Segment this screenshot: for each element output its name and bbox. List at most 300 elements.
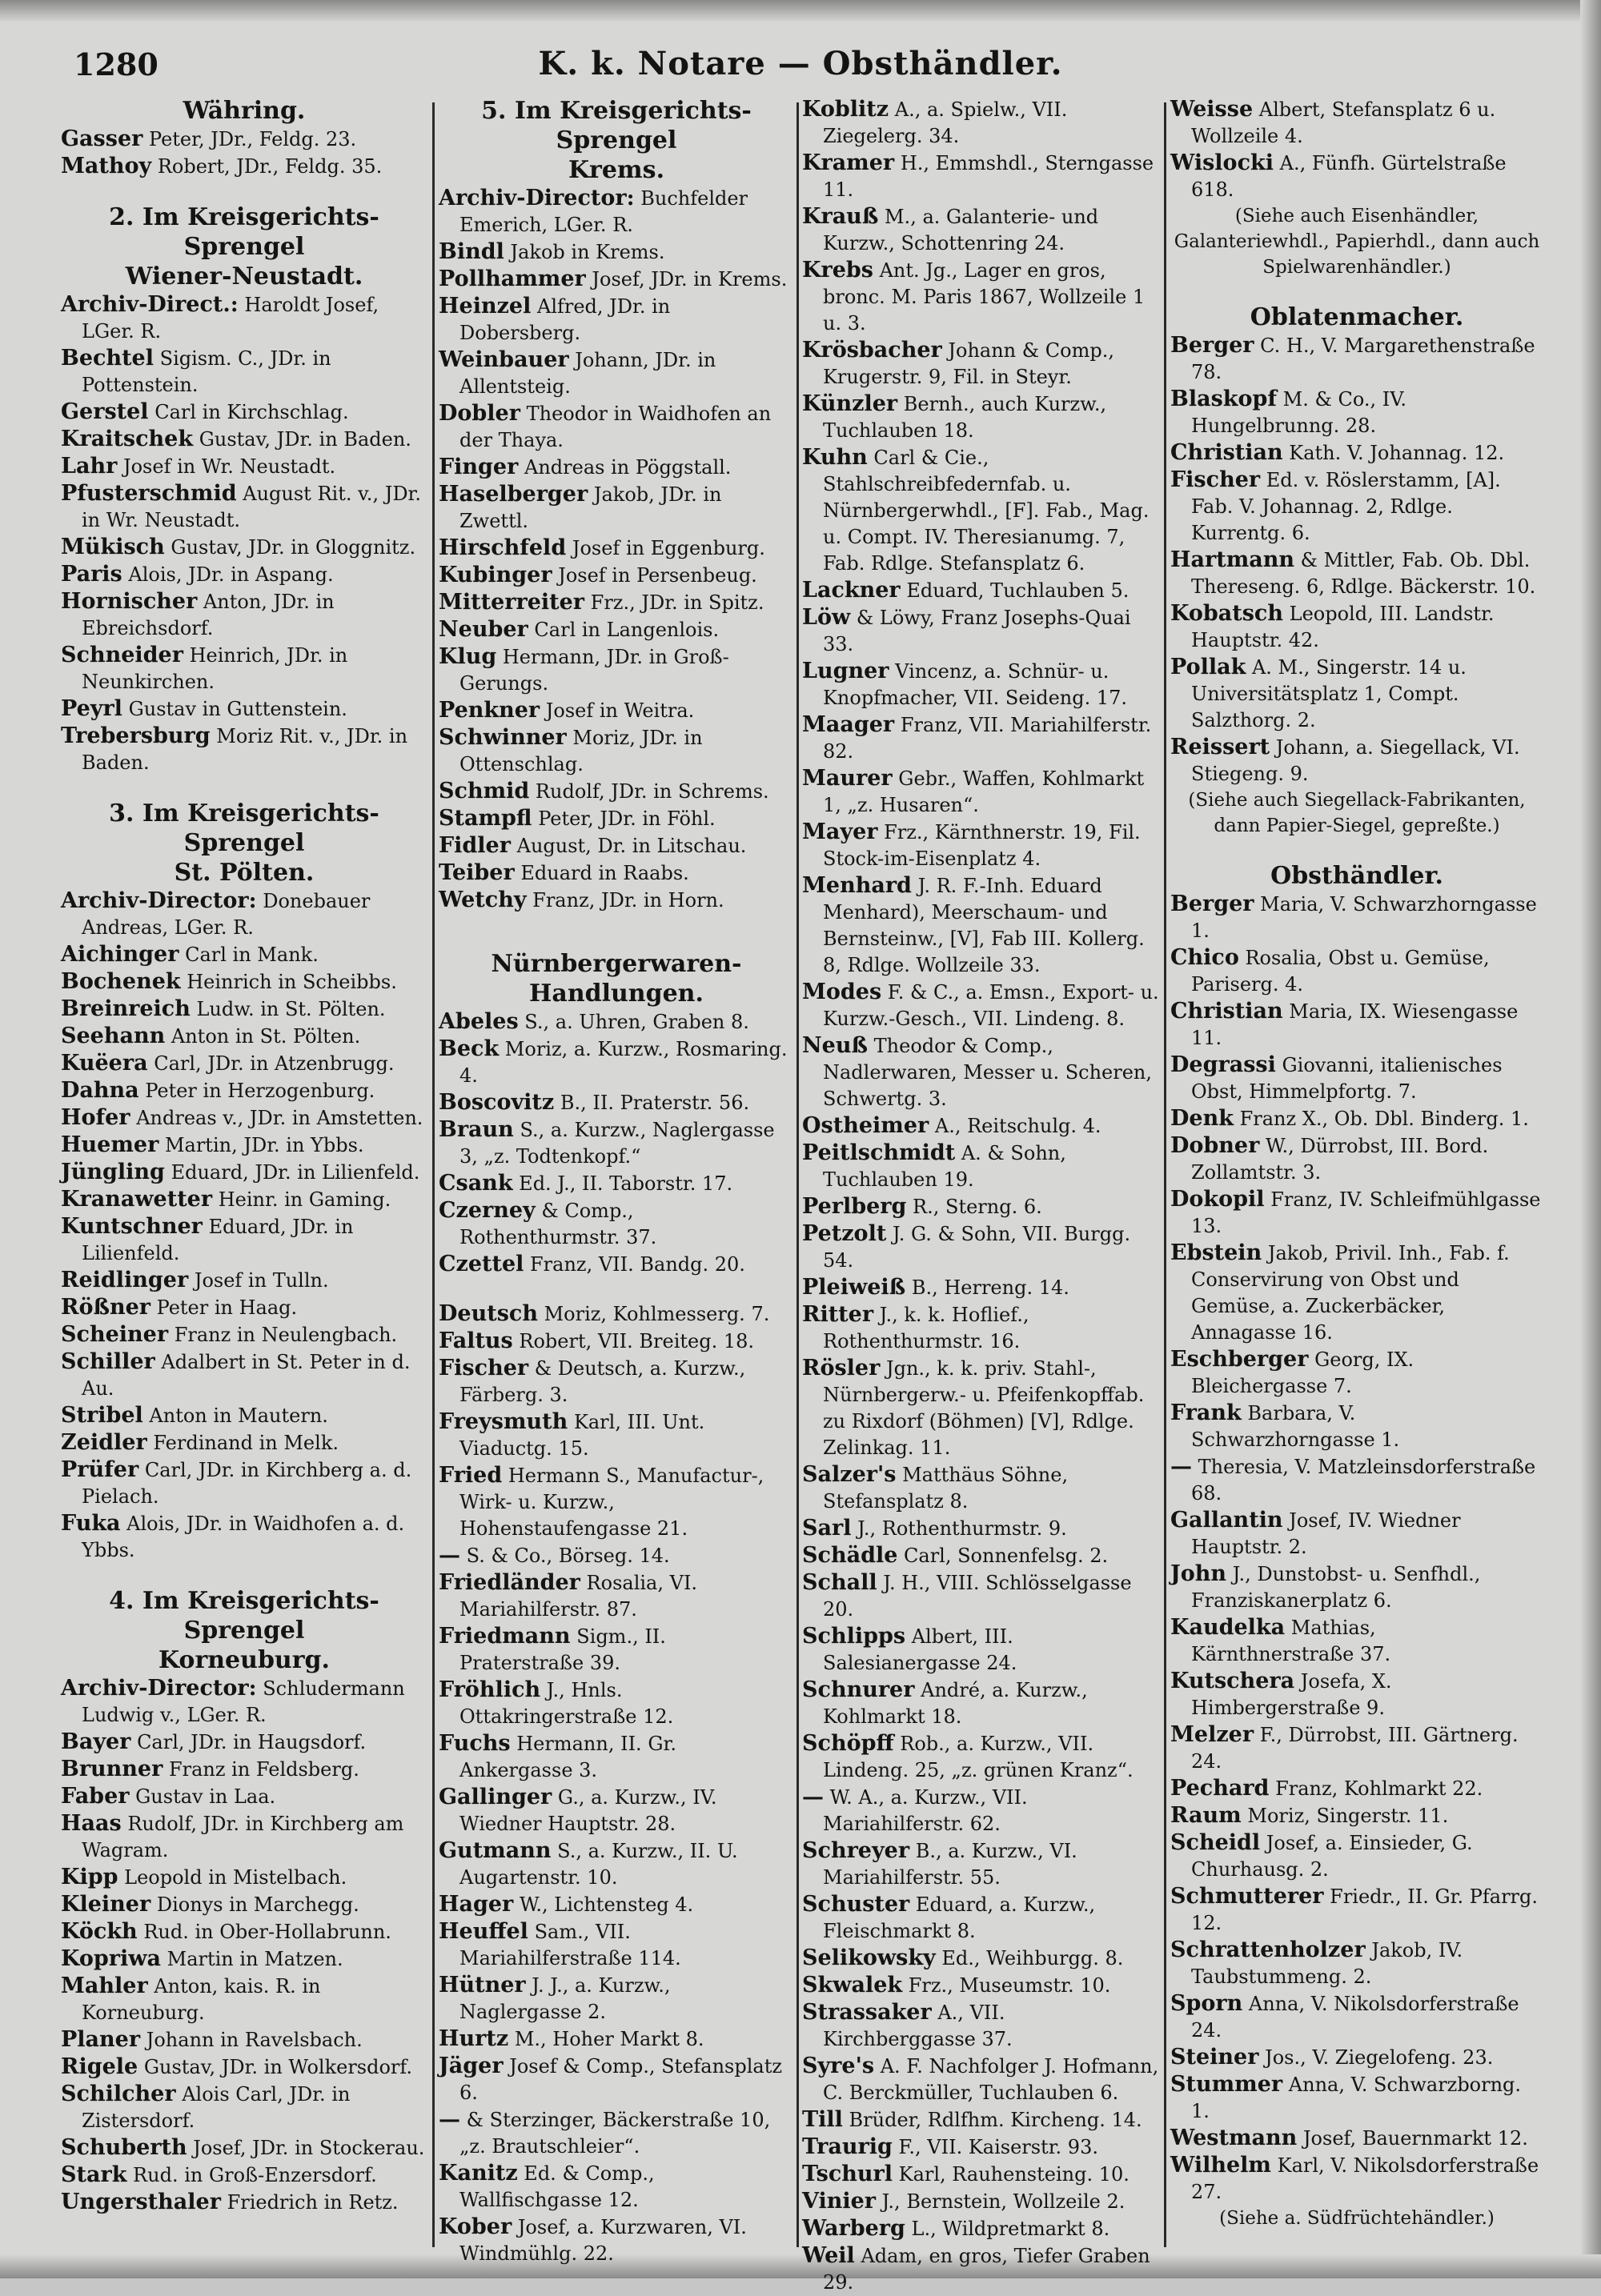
entry-name: — xyxy=(439,1543,460,1568)
directory-entry xyxy=(802,2053,1161,2106)
directory-entry xyxy=(802,2188,1161,2215)
directory-entry xyxy=(1170,547,1543,600)
entry-details: Adalbert in St. Peter in d. Au. xyxy=(82,1351,411,1400)
entry-details: Gustav, JDr. in Wolkersdorf. xyxy=(143,2056,413,2078)
entry-name: Schneider xyxy=(61,643,183,667)
entry-name: Fischer xyxy=(1170,467,1261,492)
entry-details: Ed. & Comp., Wallfischgasse 12. xyxy=(459,2162,655,2211)
entry-details: Ed., Weihburgg. 8. xyxy=(941,1947,1124,1969)
entry-name: Czettel xyxy=(439,1252,524,1276)
entry-details: Sam., VII. Mariahilferstraße 114. xyxy=(459,1921,681,1969)
directory-entry xyxy=(439,1355,794,1408)
entry-details: W. A., a. Kurzw., VII. Mariahilferstr. 62. xyxy=(823,1786,1028,1835)
entry-name: Raum xyxy=(1170,1803,1242,1828)
directory-entry xyxy=(802,2161,1161,2188)
entry-details: A., a. Spielw., VII. Ziegelerg. 34. xyxy=(823,98,1068,147)
entry-details: Franz, VII. Bandg. 20. xyxy=(530,1253,745,1276)
entry-name: Huemer xyxy=(61,1132,159,1157)
directory-entry xyxy=(1170,1186,1543,1240)
entry-details: & Löwy, Franz Josephs-Quai 33. xyxy=(823,607,1131,655)
directory-entry xyxy=(439,832,794,859)
entry-name: Peitlschmidt xyxy=(802,1140,956,1165)
entry-name: Friedländer xyxy=(439,1570,580,1595)
directory-entry xyxy=(1170,1400,1543,1453)
directory-entry xyxy=(61,1321,427,1348)
directory-entry xyxy=(1170,600,1543,654)
entry-name: Jüngling xyxy=(61,1160,165,1184)
directory-entry xyxy=(61,723,427,776)
directory-entry xyxy=(439,2106,794,2160)
directory-entry xyxy=(61,588,427,642)
entry-name: — xyxy=(1170,1454,1192,1479)
directory-entry xyxy=(439,1569,794,1623)
entry-details: Rud. in Ober-Hollabrunn. xyxy=(143,1921,391,1943)
entry-details: F. & C., a. Emsn., Export- u. Kurzw.-Gesch., VII. Lindeng. 8. xyxy=(823,981,1159,1030)
directory-entry xyxy=(61,2054,427,2081)
entry-name: Archiv-Director: xyxy=(61,888,257,913)
entry-name: Gerstel xyxy=(61,399,149,424)
directory-entry xyxy=(61,1429,427,1457)
entry-details: Leopold, III. Landstr. Hauptstr. 42. xyxy=(1191,603,1495,651)
directory-entry xyxy=(439,1623,794,1677)
entry-details: Moriz, JDr. in Ottenschlag. xyxy=(459,727,703,775)
directory-entry xyxy=(439,1251,794,1278)
entry-name: Heuffel xyxy=(439,1919,528,1944)
section-heading: Korneuburg. xyxy=(158,1646,330,1674)
entry-name: Kipp xyxy=(61,1865,118,1889)
entry-name: Neuß xyxy=(802,1033,869,1058)
directory-entry xyxy=(61,1973,427,2026)
directory-entry xyxy=(1170,1346,1543,1400)
spacer xyxy=(1170,839,1543,861)
directory-entry xyxy=(802,1193,1161,1220)
scan-edge-right xyxy=(1580,0,1601,2278)
directory-entry xyxy=(439,562,794,589)
entry-details: Gebr., Waffen, Kohlmarkt 1, „z. Husaren“. xyxy=(823,767,1145,816)
directory-entry xyxy=(1170,998,1543,1052)
entry-name: Weil xyxy=(802,2243,855,2268)
directory-entry xyxy=(61,1402,427,1429)
entry-details: & Sterzinger, Bäckerstraße 10, „z. Brautschleier“. xyxy=(459,2109,771,2158)
entry-details: A. F. Nachfolger J. Hofmann, C. Berckmüller, Tuchlauben 6. xyxy=(823,2055,1159,2104)
entry-details: Franz in Neulengbach. xyxy=(174,1324,398,1346)
entry-details: Leopold in Mistelbach. xyxy=(124,1866,347,1889)
entry-name: Kober xyxy=(439,2214,512,2239)
entry-name: Hager xyxy=(439,1892,514,1917)
directory-entry xyxy=(1170,96,1543,150)
entry-name: Beck xyxy=(439,1036,500,1061)
entry-name: Pleiweiß xyxy=(802,1275,906,1300)
entry-details: W., Lichtensteg 4. xyxy=(519,1893,694,1916)
entry-name: Lugner xyxy=(802,659,889,683)
entry-name: Petzolt xyxy=(802,1221,887,1246)
directory-entry xyxy=(439,1837,794,1891)
entry-name: Gallantin xyxy=(1170,1508,1283,1533)
directory-entry xyxy=(61,1132,427,1159)
entry-details: Johann in Ravelsbach. xyxy=(146,2029,363,2051)
entry-details: Rudolf, JDr. in Kirchberg am Wagram. xyxy=(82,1813,404,1861)
directory-entry xyxy=(802,150,1161,203)
section-heading: 4. Im Kreisgerichts-Sprengel xyxy=(109,1587,379,1645)
entry-details: W., Dürrobst, III. Bord. Zollamtstr. 3. xyxy=(1191,1135,1489,1184)
entry-details: Giovanni, italienisches Obst, Himmelpfortg. 7. xyxy=(1191,1054,1503,1103)
entry-name: Mathoy xyxy=(61,154,152,178)
entry-details: Gustav in Guttenstein. xyxy=(128,698,347,720)
entry-name: Bindl xyxy=(439,239,504,264)
entry-name: — xyxy=(439,2107,460,2132)
spacer xyxy=(439,914,794,949)
entry-name: Traurig xyxy=(802,2134,893,2159)
entry-name: Mükisch xyxy=(61,535,165,559)
entry-name: Strassaker xyxy=(802,2000,932,2025)
section-heading: 3. Im Kreisgerichts-Sprengel xyxy=(109,799,379,857)
entry-details: Alfred, JDr. in Dobersberg. xyxy=(459,295,671,344)
scan-edge-top xyxy=(0,0,1601,22)
entry-details: Franz, VII. Mariahilferstr. 82. xyxy=(823,714,1152,763)
entry-details: Anton, JDr. in Ebreichsdorf. xyxy=(82,591,335,639)
entry-details: Josef in Weitra. xyxy=(545,699,695,722)
directory-entry xyxy=(61,1104,427,1132)
directory-entry xyxy=(1170,439,1543,467)
entry-details: M., a. Galanterie- und Kurzw., Schottenring 24. xyxy=(823,206,1099,254)
entry-name: Freysmuth xyxy=(439,1409,568,1434)
entry-details: Jakob, JDr. in Zwettl. xyxy=(459,483,722,532)
entry-name: Löw xyxy=(802,605,851,630)
entry-name: Bechtel xyxy=(61,346,154,371)
entry-name: Csank xyxy=(439,1171,513,1196)
entry-details: Ant. Jg., Lager en gros, bronc. M. Paris 1867, Wollzeile 1 u. 3. xyxy=(823,259,1146,335)
directory-entry xyxy=(439,1784,794,1837)
directory-entry xyxy=(1170,1052,1543,1105)
entry-name: Gutmann xyxy=(439,1838,552,1863)
entry-details: Moriz, Kohlmesserg. 7. xyxy=(544,1303,770,1325)
entry-name: Köckh xyxy=(61,1919,138,1944)
directory-entry xyxy=(61,1783,427,1810)
entry-details: B., Herreng. 14. xyxy=(911,1276,1069,1299)
entry-name: Abeles xyxy=(439,1009,519,1034)
entry-details: Karl, III. Unt. Viaductg. 15. xyxy=(459,1411,705,1460)
entry-details: Franz X., Ob. Dbl. Binderg. 1. xyxy=(1239,1108,1529,1130)
entry-name: Kuëera xyxy=(61,1051,148,1076)
entry-details: Gustav, JDr. in Baden. xyxy=(199,428,411,451)
entry-details: & Mittler, Fab. Ob. Dbl. Thereseng. 6, Rdlge. Bäckerstr. 10. xyxy=(1191,549,1536,598)
entry-name: Schmutterer xyxy=(1170,1884,1324,1909)
directory-entry xyxy=(439,1891,794,1918)
entry-details: August, Dr. in Litschau. xyxy=(516,835,747,857)
entry-details: Franz, JDr. in Horn. xyxy=(532,889,724,912)
entry-name: Warberg xyxy=(802,2216,905,2241)
entry-details: Franz, IV. Schleifmühlgasse 13. xyxy=(1191,1188,1541,1237)
entry-name: Krauß xyxy=(802,204,879,229)
entry-name: Paris xyxy=(61,562,122,587)
entry-name: Gallinger xyxy=(439,1785,552,1809)
entry-name: Maurer xyxy=(802,766,893,791)
directory-entry xyxy=(802,711,1161,765)
entry-details: Josef in Persenbeug. xyxy=(558,564,757,587)
directory-entry xyxy=(61,968,427,996)
directory-entry xyxy=(439,1918,794,1972)
directory-entry xyxy=(1170,1721,1543,1775)
directory-entry xyxy=(439,238,794,266)
directory-entry xyxy=(61,996,427,1023)
entry-name: Teiber xyxy=(439,860,515,885)
entry-name: Penkner xyxy=(439,698,540,723)
entry-name: Kutschera xyxy=(1170,1669,1295,1693)
entry-name: Steiner xyxy=(1170,2045,1259,2070)
entry-details: August Rit. v., JDr. in Wr. Neustadt. xyxy=(82,483,422,531)
entry-name: Schuster xyxy=(802,1892,910,1917)
entry-name: Kramer xyxy=(802,150,895,175)
entry-name: Stribel xyxy=(61,1403,143,1428)
entry-details: S., a. Uhren, Graben 8. xyxy=(524,1011,749,1033)
directory-entry xyxy=(802,1730,1161,1784)
entry-name: Vinier xyxy=(802,2189,877,2214)
entry-details: Eduard, a. Kurzw., Fleischmarkt 8. xyxy=(823,1893,1096,1942)
directory-entry xyxy=(802,765,1161,819)
column-4 xyxy=(1170,96,1543,2249)
entry-details: Eduard, JDr. in Lilienfeld. xyxy=(82,1216,354,1264)
section-heading: St. Pölten. xyxy=(174,859,315,887)
entry-name: Schöpff xyxy=(802,1731,894,1756)
entry-details: J., Hnls. Ottakringerstraße 12. xyxy=(459,1679,674,1728)
entry-name: Scheiner xyxy=(61,1322,169,1347)
entry-name: Rösler xyxy=(802,1356,881,1380)
entry-name: Fischer xyxy=(439,1356,529,1380)
entry-name: Degrassi xyxy=(1170,1052,1276,1077)
entry-details: M. & Co., IV. Hungelbrunng. 28. xyxy=(1191,388,1406,437)
directory-entry xyxy=(439,1462,794,1542)
entry-details: Josef in Tulln. xyxy=(194,1269,329,1292)
directory-entry xyxy=(61,642,427,695)
entry-name: Bayer xyxy=(61,1729,131,1754)
directory-entry xyxy=(1170,891,1543,944)
directory-entry xyxy=(61,561,427,588)
entry-name: Seehann xyxy=(61,1024,166,1048)
entry-details: Frz., Kärnthnerstr. 19, Fil. Stock-im-Eisenplatz 4. xyxy=(823,821,1141,870)
entry-name: Till xyxy=(802,2107,843,2132)
entry-details: H., Emmshdl., Sterngasse 11. xyxy=(823,152,1154,201)
entry-details: Gustav, JDr. in Gloggnitz. xyxy=(171,536,416,559)
entry-name: Kanitz xyxy=(439,2161,518,2186)
directory-entry xyxy=(439,2214,794,2267)
directory-entry xyxy=(439,1677,794,1730)
entry-details: Peter, JDr. in Föhl. xyxy=(538,807,716,830)
entry-name: Hornischer xyxy=(61,589,198,614)
entry-details: Rob., a. Kurzw., VII. Lindeng. 25, „z. grünen Kranz“. xyxy=(823,1733,1134,1781)
directory-entry xyxy=(439,589,794,616)
directory-entry xyxy=(61,695,427,723)
directory-entry xyxy=(61,1348,427,1402)
entry-name: Koblitz xyxy=(802,97,889,122)
entry-details: Ludw. in St. Pölten. xyxy=(196,998,386,1020)
entry-name: Kranawetter xyxy=(61,1187,213,1212)
cross-reference-note: (Siehe auch Eisenhändler, Galanteriewhdl., Papierhdl., dann auch Spielwarenhändler.) xyxy=(1174,206,1540,278)
directory-entry xyxy=(439,805,794,832)
directory-entry xyxy=(61,1294,427,1321)
section-heading: 2. Im Kreisgerichts-Sprengel xyxy=(109,203,379,261)
entry-name: Hartmann xyxy=(1170,547,1295,572)
entry-name: Mitterreiter xyxy=(439,590,585,615)
directory-entry xyxy=(61,345,427,399)
entry-name: Gasser xyxy=(61,126,143,151)
directory-entry xyxy=(1170,1507,1543,1561)
directory-entry xyxy=(61,1891,427,1918)
entry-details: J., Bernstein, Wollzeile 2. xyxy=(881,2190,1126,2213)
entry-details: Johann, JDr. in Allentsteig. xyxy=(459,349,716,398)
scan-edge-bottom xyxy=(0,2254,1601,2278)
section-heading: Krems. xyxy=(568,156,665,184)
entry-details: Eduard in Raabs. xyxy=(520,862,689,884)
directory-entry xyxy=(439,1197,794,1251)
directory-entry xyxy=(61,291,427,345)
entry-details: Andreas v., JDr. in Amstetten. xyxy=(136,1107,423,1129)
entry-name: Blaskopf xyxy=(1170,387,1277,411)
entry-name: Ungersthaler xyxy=(61,2190,221,2214)
entry-details: & Comp., Rothenthurmstr. 37. xyxy=(459,1200,657,1248)
entry-name: Fuchs xyxy=(439,1731,511,1756)
directory-entry xyxy=(61,1810,427,1864)
entry-name: Denk xyxy=(1170,1106,1234,1131)
directory-entry xyxy=(802,1542,1161,1569)
directory-entry xyxy=(439,724,794,778)
entry-name: — xyxy=(802,1785,824,1809)
entry-name: Dokopil xyxy=(1170,1187,1265,1212)
entry-name: Berger xyxy=(1170,892,1254,916)
directory-entry xyxy=(61,1756,427,1783)
entry-details: A., VII. Kirchberggasse 37. xyxy=(823,2001,1013,2050)
directory-entry xyxy=(439,1036,794,1089)
entry-name: Friedmann xyxy=(439,1624,571,1649)
directory-entry xyxy=(439,1408,794,1462)
entry-name: Schilcher xyxy=(61,2082,176,2106)
entry-name: Kraitschek xyxy=(61,427,194,451)
entry-name: Schiller xyxy=(61,1349,155,1374)
entry-name: Modes xyxy=(802,980,882,1004)
entry-details: Peter, JDr., Feldg. 23. xyxy=(149,128,357,150)
directory-entry xyxy=(439,1328,794,1355)
directory-entry xyxy=(802,2106,1161,2134)
entry-details: Carl & Cie., Stahlschreibfedernfab. u. Nürnbergerwhdl., [F]. Fab., Mag. u. Compt. IV. Theresianumg. 7, Fab. Rdlge. Stefansplatz 6. xyxy=(823,447,1150,575)
directory-entry xyxy=(802,872,1161,979)
entry-details: Peter in Haag. xyxy=(156,1296,298,1319)
entry-name: Faltus xyxy=(439,1328,513,1353)
directory-entry xyxy=(61,1186,427,1213)
entry-details: Martin in Matzen. xyxy=(167,1948,343,1970)
entry-details: Barbara, V. Schwarzhorngasse 1. xyxy=(1191,1402,1400,1451)
entry-details: Rud. in Groß-Enzersdorf. xyxy=(133,2164,377,2186)
entry-name: Jäger xyxy=(439,2054,504,2078)
entry-details: J., Rothenthurmstr. 9. xyxy=(857,1517,1067,1540)
directory-entry xyxy=(439,400,794,454)
entry-name: Menhard xyxy=(802,873,912,898)
directory-entry xyxy=(61,1213,427,1267)
entry-details: Adam, en gros, Tiefer Graben 29. xyxy=(823,2245,1150,2294)
entry-details: J. G. & Sohn, VII. Burgg. 54. xyxy=(823,1223,1131,1272)
directory-entry xyxy=(61,1023,427,1050)
entry-name: Schnurer xyxy=(802,1677,915,1702)
entry-details: Josef, JDr. in Stockerau. xyxy=(193,2137,425,2159)
entry-details: Josef & Comp., Stefansplatz 6. xyxy=(459,2055,783,2104)
entry-details: M., Hoher Markt 8. xyxy=(514,2028,704,2050)
directory-entry xyxy=(1170,467,1543,547)
entry-details: Josef, Bauernmarkt 12. xyxy=(1302,2127,1528,2150)
directory-entry xyxy=(61,453,427,480)
entry-name: Wetchy xyxy=(439,888,527,912)
directory-entry xyxy=(61,2162,427,2189)
page-title: K. k. Notare — Obsthändler. xyxy=(538,45,1063,82)
entry-details: J., Dunstobst- u. Senfhdl., Franziskanerplatz 6. xyxy=(1191,1563,1481,1612)
entry-details: A., Fünfh. Gürtelstraße 618. xyxy=(1191,152,1507,201)
spacer xyxy=(61,776,427,799)
entry-details: C. H., V. Margarethenstraße 78. xyxy=(1191,335,1535,383)
entry-details: A. & Sohn, Tuchlauben 19. xyxy=(823,1142,1066,1191)
directory-entry xyxy=(802,1032,1161,1112)
directory-entry xyxy=(1170,944,1543,998)
entry-name: Mayer xyxy=(802,819,878,844)
entry-details: Ed. J., II. Taborstr. 17. xyxy=(519,1172,733,1195)
entry-name: Bochenek xyxy=(61,969,181,994)
entry-name: Finger xyxy=(439,455,519,479)
entry-details: G., a. Kurzw., IV. Wiedner Hauptstr. 28. xyxy=(459,1786,717,1835)
entry-name: Zeidler xyxy=(61,1430,147,1455)
directory-entry xyxy=(439,2026,794,2053)
entry-details: Georg, IX. Bleichergasse 7. xyxy=(1191,1348,1414,1397)
directory-entry xyxy=(61,1675,427,1729)
entry-name: Syre's xyxy=(802,2054,875,2078)
entry-details: B., II. Praterstr. 56. xyxy=(560,1092,750,1114)
entry-name: Westmann xyxy=(1170,2126,1298,2150)
entry-name: Trebersburg xyxy=(61,723,211,748)
entry-details: Franz, Kohlmarkt 22. xyxy=(1275,1777,1483,1800)
entry-name: John xyxy=(1170,1561,1227,1586)
directory-entry xyxy=(61,1729,427,1756)
entry-name: Reidlinger xyxy=(61,1268,189,1292)
entry-details: Schludermann Ludwig v., LGer. R. xyxy=(82,1677,405,1726)
directory-entry xyxy=(439,454,794,481)
entry-name: Boscovitz xyxy=(439,1090,555,1115)
directory-entry xyxy=(802,1355,1161,1461)
directory-entry xyxy=(439,535,794,562)
entry-name: Stark xyxy=(61,2162,127,2187)
entry-name: Eschberger xyxy=(1170,1347,1309,1372)
entry-details: Carl, JDr. in Kirchberg a. d. Pielach. xyxy=(82,1459,412,1508)
directory-entry xyxy=(1170,1883,1543,1937)
directory-entry xyxy=(802,1945,1161,1972)
entry-name: Lahr xyxy=(61,454,118,479)
directory-entry xyxy=(1170,1561,1543,1614)
entry-details: Josef, a. Kurzwaren, VI. Windmühlg. 22. xyxy=(459,2216,747,2265)
entry-details: Dionys in Marchegg. xyxy=(156,1893,359,1916)
directory-entry xyxy=(61,1267,427,1294)
cross-reference-note: (Siehe a. Südfrüchtehändler.) xyxy=(1219,2208,1495,2229)
entry-details: & Deutsch, a. Kurzw., Färberg. 3. xyxy=(459,1357,746,1406)
entry-details: Carl in Langenlois. xyxy=(534,619,720,641)
directory-entry xyxy=(802,444,1161,577)
directory-entry xyxy=(802,1461,1161,1515)
entry-details: Jakob in Krems. xyxy=(510,241,665,263)
directory-entry xyxy=(802,1220,1161,1274)
entry-name: Weinbauer xyxy=(439,347,569,372)
entry-details: Josef in Eggenburg. xyxy=(572,537,765,559)
entry-details: Heinrich in Scheibbs. xyxy=(187,971,397,993)
entry-name: Fried xyxy=(439,1463,503,1488)
directory-entry xyxy=(1170,1775,1543,1802)
entry-name: Kuntschner xyxy=(61,1214,203,1239)
entry-details: Rudolf, JDr. in Schrems. xyxy=(535,780,769,803)
entry-details: Mathias, Kärnthnerstraße 37. xyxy=(1191,1617,1391,1665)
entry-name: Braun xyxy=(439,1117,514,1142)
entry-details: Brüder, Rdlfhm. Kircheng. 14. xyxy=(849,2109,1142,2131)
